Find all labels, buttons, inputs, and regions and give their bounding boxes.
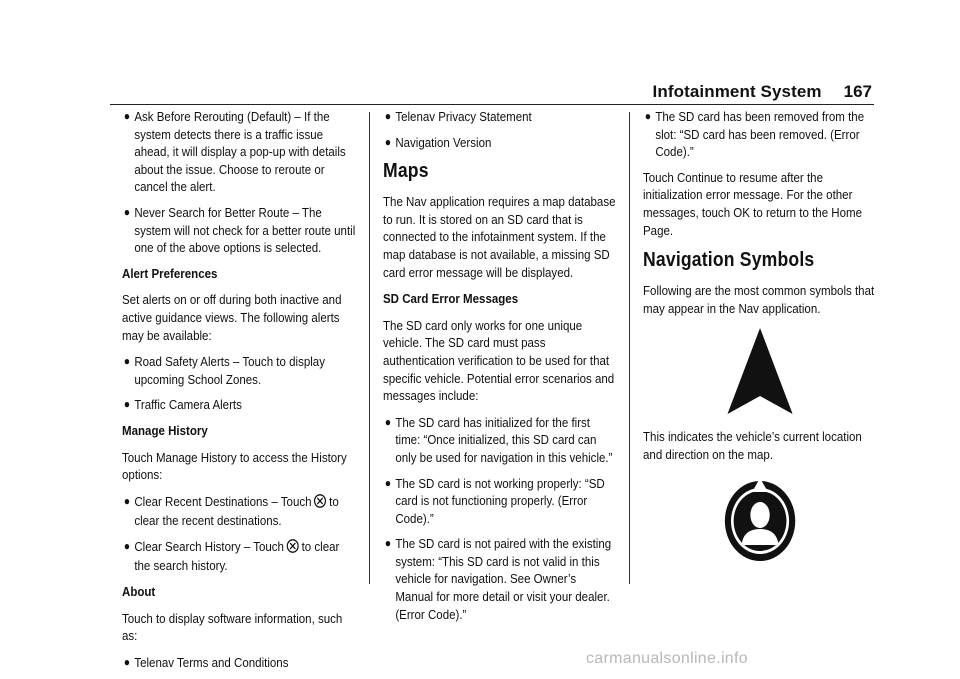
list-item	[383, 475, 616, 528]
bullet-text: to clear the recent destinations.	[134, 493, 339, 529]
bullet-text: Ask Before Rerouting (Default) – If the system detects there is a traffic issue ahead, it will display a pop-up with details about the issue. Choose to reroute or cancel the alert.	[134, 109, 346, 195]
bullet-icon: ●	[123, 493, 131, 508]
paragraph: The SD card only works for one unique vehicle. The SD card must pass authentication verification to be used for that specific vehicle. Potential error scenarios and messages include:	[383, 317, 615, 404]
subheading-about: About	[122, 584, 156, 600]
bullet-text: Navigation Version	[395, 134, 492, 150]
avatar-location-figure	[643, 473, 876, 565]
bullet-text: The SD card has been removed from the slot: “SD card has been removed. (Error Code).”	[655, 109, 865, 160]
bullet-icon: ●	[384, 475, 392, 490]
bullet-text: Road Safety Alerts – Touch to display upcoming School Zones.	[134, 354, 325, 387]
paragraph: Touch to display software information, such as:	[122, 610, 343, 644]
column-2	[383, 108, 616, 631]
section-title: Infotainment System	[652, 82, 822, 101]
watermark: carmanualsonline.info	[586, 650, 748, 667]
bullet-text: Traffic Camera Alerts	[134, 397, 242, 413]
bullet-text: Clear Recent Destinations – Touch	[134, 493, 312, 509]
bullet-icon: ●	[384, 109, 392, 123]
list-item	[122, 108, 358, 196]
bullet-text: Telenav Terms and Conditions	[134, 654, 289, 670]
bullet-icon: ●	[384, 134, 392, 149]
page-header	[653, 82, 872, 102]
bullet-text: Clear Search History – Touch	[134, 538, 284, 554]
bullet-icon: ●	[384, 536, 392, 551]
bullet-text: to clear the search history.	[134, 538, 340, 574]
subheading-sd-card-errors: SD Card Error Messages	[383, 291, 519, 307]
list-item	[383, 535, 616, 623]
bullet-icon: ●	[123, 354, 131, 369]
circle-x-icon	[287, 539, 299, 558]
paragraph: The Nav application requires a map database to run. It is stored on an SD card that is connected to the infotainment system. If the map database is not available, a missing SD card error message will be displayed.	[383, 194, 616, 280]
header-rule	[110, 104, 874, 105]
bullet-icon: ●	[123, 654, 131, 669]
list-item	[643, 108, 876, 161]
paragraph: This indicates the vehicle’s current location and direction on the map.	[643, 429, 862, 462]
paragraph: Following are the most common symbols that may appear in the Nav application.	[643, 283, 875, 316]
list-item	[383, 414, 616, 467]
bullet-icon: ●	[123, 109, 131, 123]
paragraph: Touch Continue to resume after the initialization error message. For the other messages, touch OK to return to the Home Page.	[643, 169, 863, 238]
vehicle-arrow-icon	[720, 326, 799, 418]
list-item	[122, 654, 358, 672]
list-item	[122, 396, 358, 414]
bullet-text: The SD card has initialized for the first time: “Once initialized, this SD card can only be used for navigation in this vehicle.”	[395, 414, 613, 465]
column-divider	[629, 112, 630, 584]
page-number: 167	[843, 82, 872, 101]
list-item	[383, 108, 616, 126]
bullet-text: The SD card is not paired with the existing system: “This SD card is not valid in this vehicle for navigation. See Owner’s Manual for more detail or visit your dealer. (Error Code).”	[395, 536, 612, 622]
list-item	[122, 538, 358, 575]
bullet-icon: ●	[644, 109, 652, 123]
heading-maps: Maps	[383, 160, 429, 183]
column-1	[122, 108, 358, 679]
vehicle-arrow-figure	[643, 326, 876, 418]
column-3	[643, 108, 876, 575]
avatar-location-icon	[722, 473, 798, 565]
subheading-manage-history: Manage History	[122, 422, 208, 438]
bullet-text: The SD card is not working properly: “SD card is not functioning properly. (Error Code).”	[395, 475, 605, 526]
list-item	[122, 353, 358, 388]
bullet-icon: ●	[123, 538, 131, 553]
bullet-icon: ●	[123, 397, 131, 412]
column-divider	[369, 112, 370, 584]
list-item	[122, 204, 358, 257]
list-item	[383, 134, 616, 152]
subheading-alert-preferences: Alert Preferences	[122, 265, 218, 281]
heading-navigation-symbols: Navigation Symbols	[643, 249, 815, 272]
paragraph: Touch Manage History to access the History options:	[122, 449, 347, 483]
bullet-text: Never Search for Better Route – The system will not check for a better route until one of the above options is selected.	[134, 204, 356, 256]
bullet-text: Telenav Privacy Statement	[395, 109, 532, 124]
paragraph: Set alerts on or off during both inactive and active guidance views. The following alerts may be available:	[122, 292, 342, 343]
circle-x-icon	[314, 494, 326, 513]
list-item	[122, 493, 358, 530]
bullet-icon: ●	[123, 204, 131, 219]
bullet-icon: ●	[384, 414, 392, 429]
